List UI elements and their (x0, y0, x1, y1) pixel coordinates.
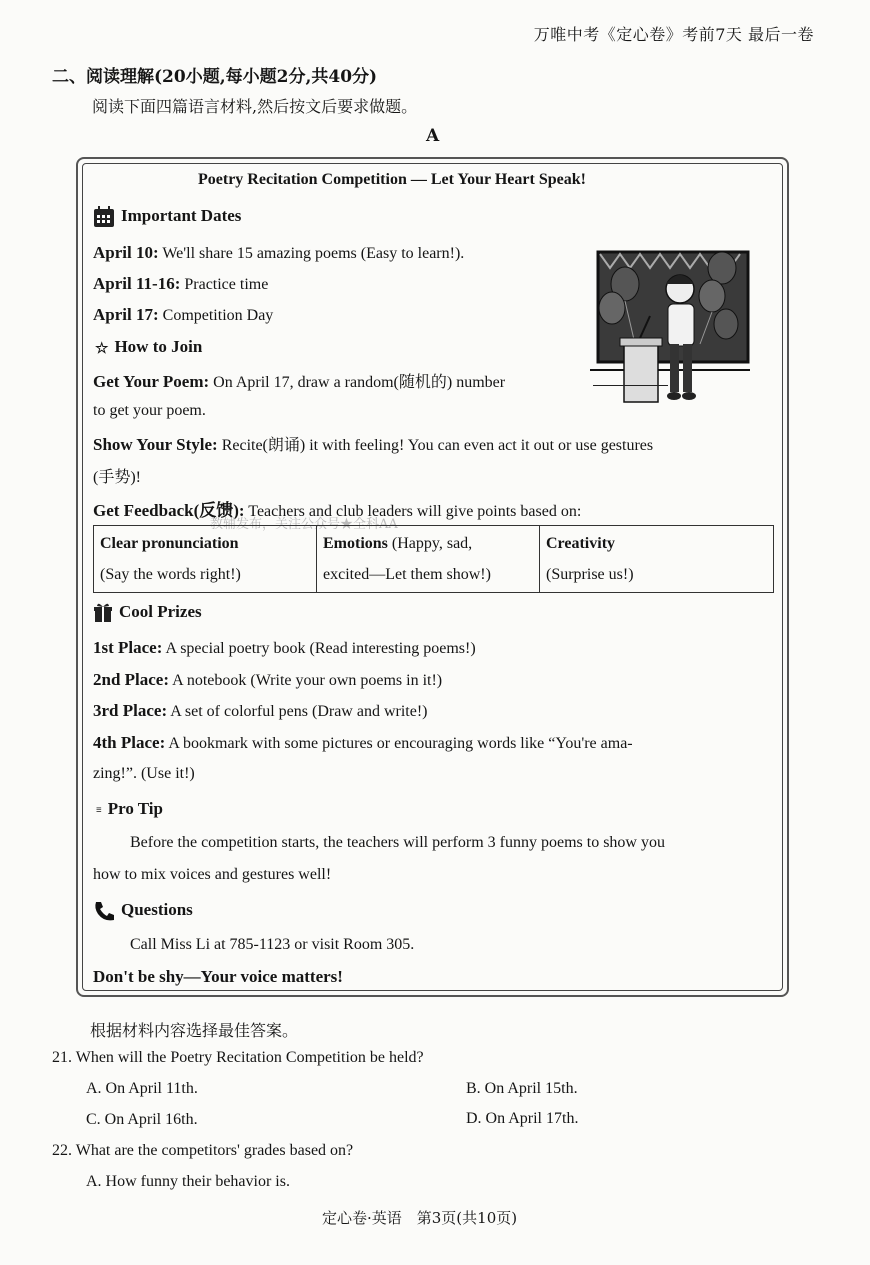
tip-heading: Pro Tip (107, 799, 163, 818)
calendar-icon (93, 206, 115, 228)
prize-row: 2nd Place: A notebook (Write your own poems in it!) (93, 670, 443, 689)
style-line-2: (手势)! (93, 469, 141, 486)
criteria-table (93, 525, 774, 593)
tip-heading-row (96, 799, 163, 819)
boy-reciting-illustration (590, 244, 750, 408)
page-footer: 定心卷·英语 第3页(共10页) (322, 1209, 518, 1227)
style-line: Show Your Style: Recite(朗诵) it with feeling! You can even act it out or use gestures (93, 435, 654, 454)
lightbulb-icon: ≡ (96, 804, 102, 816)
question-22: 22. What are the competitors' grades based on? (52, 1142, 354, 1159)
option-22a[interactable]: A. How funny their behavior is. (86, 1173, 290, 1190)
questions-heading-row (93, 900, 193, 922)
join-heading-row (95, 337, 202, 358)
dates-heading-row (93, 206, 241, 228)
leader-line (593, 385, 668, 386)
date-row: April 17: Competition Day (93, 305, 274, 324)
watermark: 教辅发布，关注公众号★全科AA (210, 517, 398, 532)
section-title: 二、阅读理解(20小题,每小题2分,共40分) (52, 67, 378, 87)
questions-heading: Questions (121, 900, 193, 919)
prizes-heading-row (93, 602, 202, 623)
criteria-cell: Emotions (Happy, sad, excited—Let them show!) (317, 526, 540, 593)
prizes-heading: Cool Prizes (119, 602, 202, 621)
prize-row: 3rd Place: A set of colorful pens (Draw and write!) (93, 701, 428, 720)
option-21b[interactable]: B. On April 15th. (466, 1080, 578, 1097)
gift-icon (93, 603, 113, 623)
poster-title: Poetry Recitation Competition — Let Your Heart Speak! (198, 171, 586, 188)
prize-row-cont: zing!”. (Use it!) (93, 765, 195, 782)
get-poem-line: Get Your Poem: On April 17, draw a random(随机的) number (93, 372, 506, 391)
feedback-line: Get Feedback(反馈): Teachers and club leaders will give points based on: (93, 501, 582, 520)
criteria-cell: Clear pronunciation (Say the words right!) (94, 526, 317, 593)
join-heading: How to Join (114, 337, 203, 356)
closing-line: Don't be shy—Your voice matters! (93, 967, 343, 986)
passage-label: A (426, 126, 440, 146)
option-21a[interactable]: A. On April 11th. (86, 1080, 198, 1097)
option-21c[interactable]: C. On April 16th. (86, 1111, 198, 1128)
choose-instruction: 根据材料内容选择最佳答案。 (90, 1021, 299, 1040)
section-instruction: 阅读下面四篇语言材料,然后按文后要求做题。 (92, 97, 418, 116)
tip-text-2: how to mix voices and gestures well! (93, 866, 332, 883)
dates-heading: Important Dates (121, 206, 242, 225)
question-21: 21. When will the Poetry Recitation Competition be held? (52, 1049, 424, 1066)
prize-row: 4th Place: A bookmark with some pictures or encouraging words like “You're ama- (93, 733, 633, 752)
date-row: April 10: We'll share 15 amazing poems (Easy to learn!). (93, 243, 465, 262)
option-21d[interactable]: D. On April 17th. (466, 1110, 579, 1127)
page-header: 万唯中考《定心卷》考前7天 最后一卷 (533, 25, 814, 44)
prize-row: 1st Place: A special poetry book (Read interesting poems!) (93, 638, 476, 657)
get-poem-line-2: to get your poem. (93, 402, 206, 419)
phone-icon (93, 900, 115, 922)
star-icon: ☆ (95, 340, 109, 357)
date-row: April 11-16: Practice time (93, 274, 269, 293)
criteria-cell: Creativity (Surprise us!) (540, 526, 774, 593)
tip-text: Before the competition starts, the teachers will perform 3 funny poems to show you (130, 834, 665, 851)
questions-text: Call Miss Li at 785-1123 or visit Room 305. (130, 936, 415, 953)
